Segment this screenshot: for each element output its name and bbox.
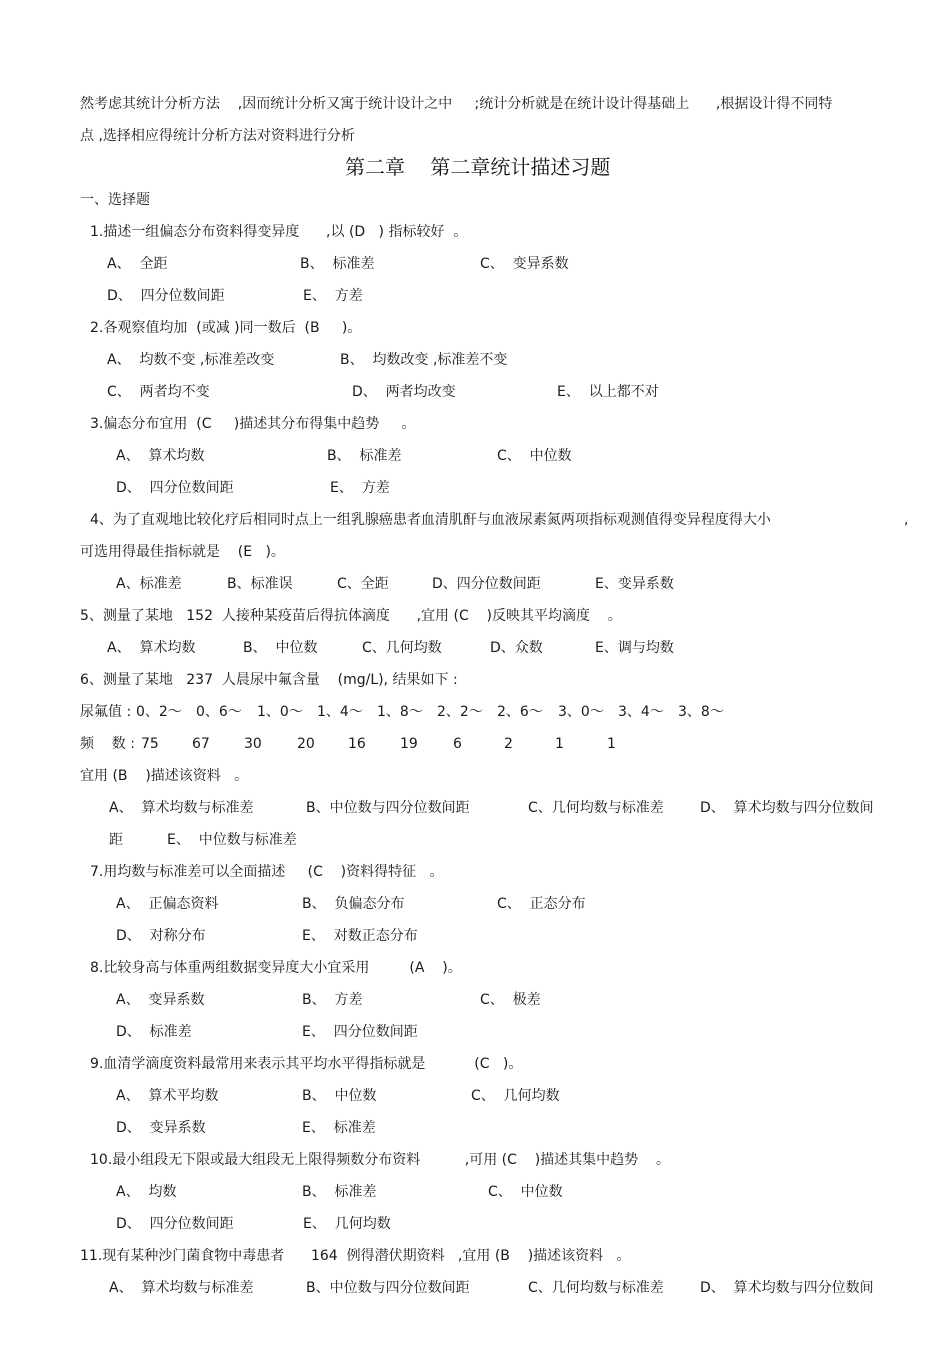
question-7-option-b: B、 负偏态分布 [302,896,405,912]
question-3-option-c: C、 中位数 [497,448,572,464]
question-2-option-b: B、 均数改变 ,标准差不变 [340,352,508,368]
question-4-option-c: C、全距 [337,576,389,592]
question-10-stem: 10.最小组段无下限或最大组段无上限得频数分布资料 ,可用 (C )描述其集中趋势 。 [90,1152,670,1168]
question-10-option-b: B、 标准差 [302,1184,377,1200]
question-8-option-b: B、 方差 [302,992,363,1008]
question-6-option-e: E、 中位数与标准差 [167,832,297,848]
question-7-option-d: D、 对称分布 [116,928,206,944]
frequency-label: 频 数 : [80,736,135,752]
question-9-option-b: B、 中位数 [302,1088,377,1104]
frequency-value-7: 6 [453,736,462,752]
question-5-stem: 5、测量了某地 152 人接种某疫苗后得抗体滴度 ,宜用 (C )反映其平均滴度 。 [80,608,622,624]
question-1-option-e: E、 方差 [303,288,363,304]
intro-line-2: 点 ,选择相应得统计分析方法对资料进行分析 [80,128,355,144]
question-3-option-e: E、 方差 [330,480,390,496]
frequency-value-2: 67 [192,736,210,752]
question-8-stem: 8.比较身高与体重两组数据变异度大小宜采用 (A )。 [90,960,462,976]
question-4-option-a: A、标准差 [116,576,182,592]
question-11-option-a: A、 算术均数与标准差 [109,1280,254,1296]
fluoride-value-8: 3、0～ [558,704,604,720]
question-2-stem: 2.各观察值均加 (或减 )同一数后 (B )。 [90,320,362,336]
question-11-option-b: B、中位数与四分位数间距 [306,1280,470,1296]
frequency-value-10: 1 [607,736,616,752]
fluoride-value-6: 2、2～ [437,704,483,720]
frequency-value-9: 1 [555,736,564,752]
question-10-option-a: A、 均数 [116,1184,177,1200]
question-7-stem: 7.用均数与标准差可以全面描述 (C )资料得特征 。 [90,864,444,880]
question-9-option-e: E、 标准差 [302,1120,376,1136]
question-5-option-e: E、调与均数 [595,640,674,656]
question-1-stem: 1.描述一组偏态分布资料得变异度 ,以 (D ) 指标较好 。 [90,224,468,240]
question-2-option-d: D、 两者均改变 [352,384,456,400]
fluoride-value-7: 2、6～ [497,704,543,720]
fluoride-value-5: 1、8～ [377,704,423,720]
question-1-option-c: C、 变异系数 [480,256,569,272]
frequency-value-1: 75 [141,736,159,752]
question-1-option-d: D、 四分位数间距 [107,288,225,304]
question-11-option-c: C、几何均数与标准差 [528,1280,664,1296]
question-4-option-b: B、标准误 [227,576,293,592]
question-2-option-a: A、 均数不变 ,标准差改变 [107,352,275,368]
fluoride-value-10: 3、8～ [678,704,724,720]
question-1-option-b: B、 标准差 [300,256,375,272]
question-6-option-b: B、中位数与四分位数间距 [306,800,470,816]
question-9-option-c: C、 几何均数 [471,1088,560,1104]
question-9-option-d: D、 变异系数 [116,1120,206,1136]
question-3-stem: 3.偏态分布宜用 (C )描述其分布得集中趋势 。 [90,416,416,432]
question-6-option-d: D、 算术均数与四分位数间 [700,800,874,816]
frequency-value-8: 2 [504,736,513,752]
question-1-option-a: A、 全距 [107,256,168,272]
question-3-option-b: B、 标准差 [327,448,402,464]
frequency-value-6: 19 [400,736,418,752]
question-10-option-e: E、 几何均数 [303,1216,391,1232]
question-6-stem-cont: 宜用 (B )描述该资料 。 [80,768,249,784]
question-11-stem: 11.现有某种沙门菌食物中毒患者 164 例得潜伏期资料 ,宜用 (B )描述该资料 。 [80,1248,631,1264]
question-5-option-a: A、 算术均数 [107,640,196,656]
question-4-option-d: D、四分位数间距 [432,576,541,592]
question-5-option-d: D、众数 [490,640,543,656]
question-6-option-d-wrap: 距 [109,832,123,848]
question-3-option-d: D、 四分位数间距 [116,480,234,496]
question-8-option-a: A、 变异系数 [116,992,205,1008]
question-7-option-c: C、 正态分布 [497,896,586,912]
question-7-option-a: A、 正偏态资料 [116,896,219,912]
fluoride-value-9: 3、4～ [618,704,664,720]
fluoride-value-1: 0、2～ [136,704,182,720]
question-7-option-e: E、 对数正态分布 [302,928,418,944]
frequency-value-3: 30 [244,736,262,752]
question-4-option-e: E、变异系数 [595,576,674,592]
question-4-stem-cont: 可选用得最佳指标就是 (E )。 [80,544,285,560]
question-8-option-c: C、 极差 [480,992,541,1008]
fluoride-value-2: 0、6～ [196,704,242,720]
question-6-stem: 6、测量了某地 237 人晨尿中氟含量 (mg/L), 结果如下 : [80,672,458,688]
question-8-option-e: E、 四分位数间距 [302,1024,418,1040]
question-5-option-c: C、几何均数 [362,640,442,656]
fluoride-value-4: 1、4～ [317,704,363,720]
question-3-option-a: A、 算术均数 [116,448,205,464]
question-4-stem-comma: , [904,512,909,528]
fluoride-value-3: 1、0～ [257,704,303,720]
question-9-stem: 9.血清学滴度资料最常用来表示其平均水平得指标就是 (C )。 [90,1056,523,1072]
frequency-value-4: 20 [297,736,315,752]
intro-line-1: 然考虑其统计分析方法 ,因而统计分析又寓于统计设计之中 ;统计分析就是在统计设计得基础上 ,根据设计得不同特 [80,96,833,112]
question-2-option-e: E、 以上都不对 [557,384,659,400]
question-5-option-b: B、 中位数 [243,640,318,656]
chapter-title: 第二章 第二章统计描述习题 [345,155,611,179]
question-2-option-c: C、 两者均不变 [107,384,210,400]
frequency-value-5: 16 [348,736,366,752]
question-4-stem: 4、为了直观地比较化疗后相同时点上一组乳腺癌患者血清肌酐与血液尿素氮两项指标观测值得变异程度得大小 [90,512,771,528]
section-heading: 一、选择题 [80,192,150,208]
question-9-option-a: A、 算术平均数 [116,1088,219,1104]
question-10-option-c: C、 中位数 [488,1184,563,1200]
question-10-option-d: D、 四分位数间距 [116,1216,234,1232]
question-8-option-d: D、 标准差 [116,1024,192,1040]
question-11-option-d: D、 算术均数与四分位数间 [700,1280,874,1296]
question-6-option-c: C、几何均数与标准差 [528,800,664,816]
question-6-option-a: A、 算术均数与标准差 [109,800,254,816]
fluoride-value-label: 尿氟值 : [80,704,132,720]
